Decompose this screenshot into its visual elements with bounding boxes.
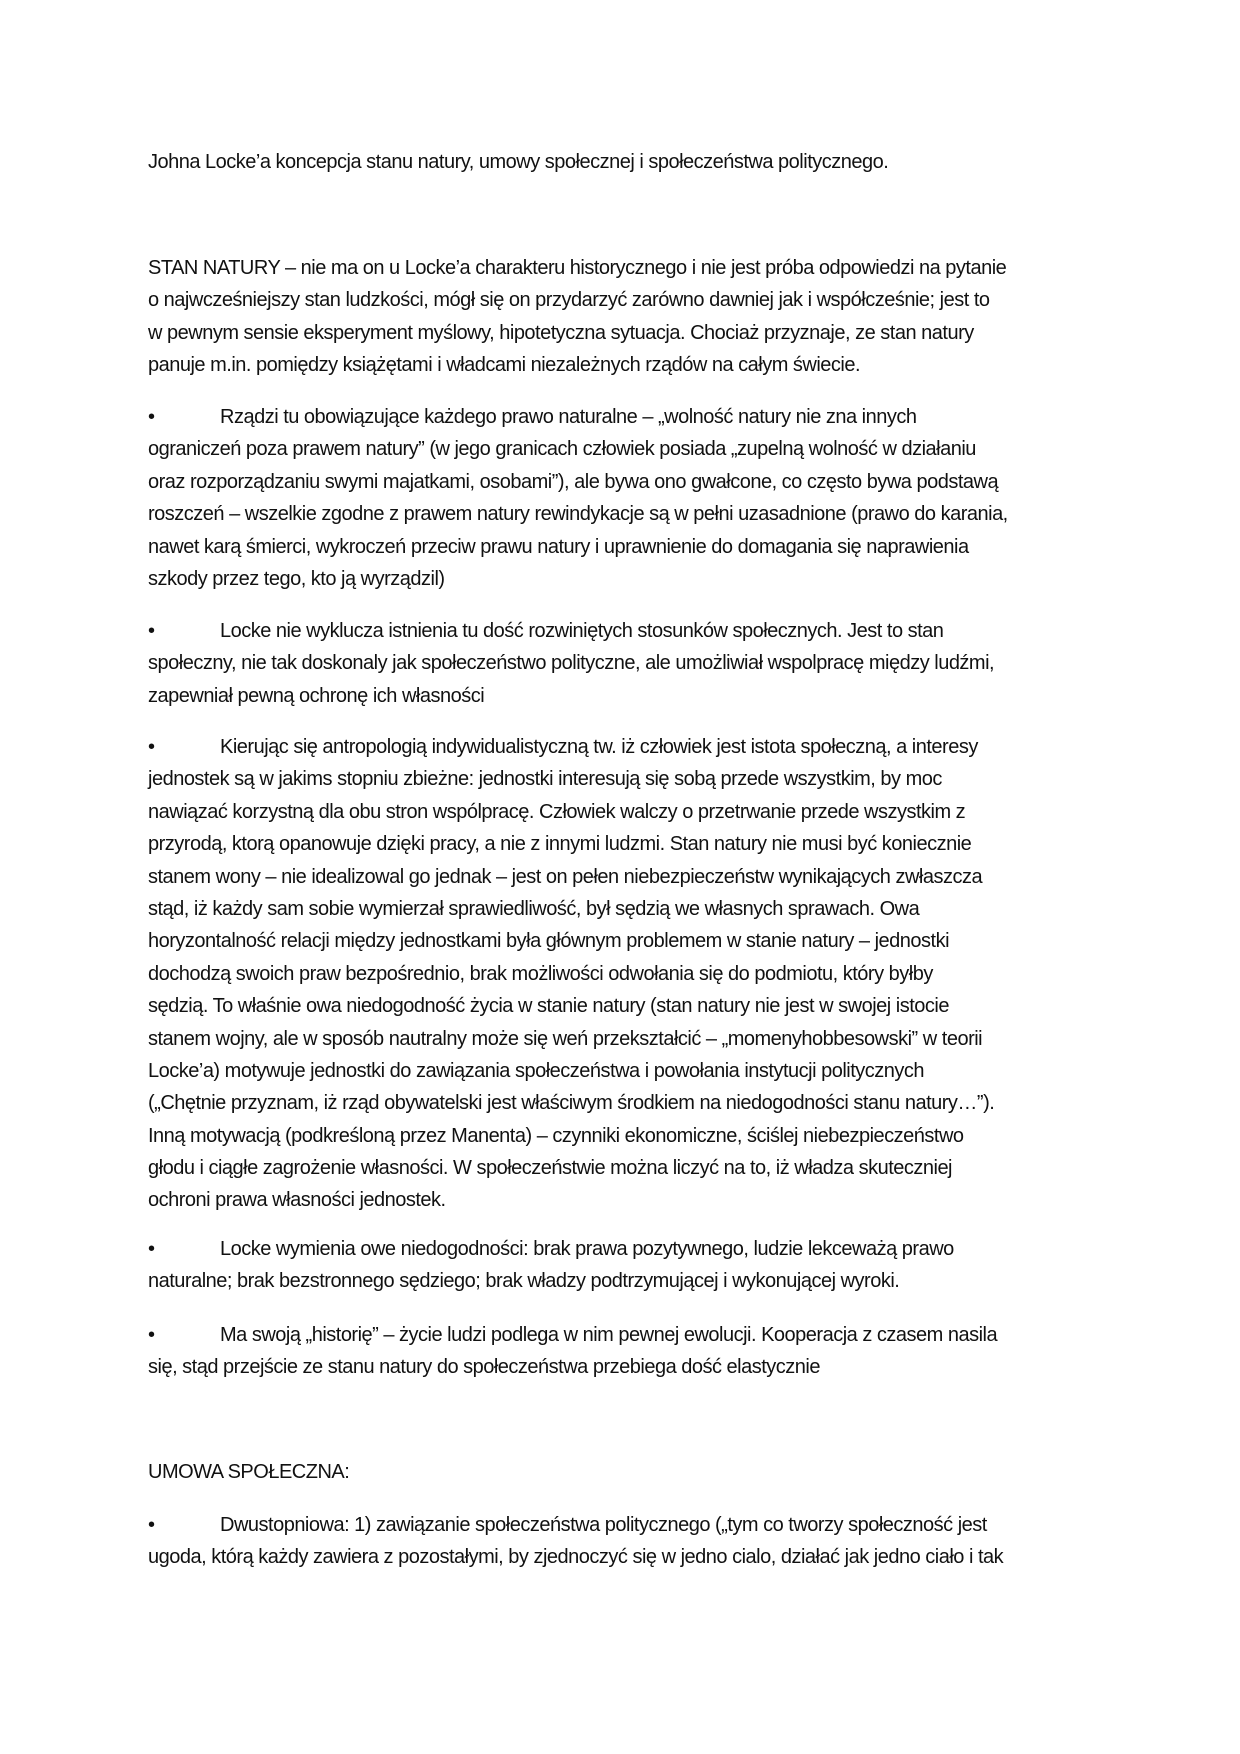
bullet-item	[148, 731, 1108, 1217]
paragraph-line: naturalne; brak bezstronnego sędziego; brak władzy podtrzymującej i wykonującej wyroki.	[148, 1270, 900, 1293]
section-heading: UMOWA SPOŁECZNA:	[148, 1461, 350, 1483]
title-text: Johna Locke’a koncepcja stanu natury, umowy społecznej i społeczeństwa politycznego.	[148, 151, 889, 173]
bullet-icon: •	[148, 1514, 155, 1536]
bullet-text: Locke nie wyklucza istnienia tu dość rozwiniętych stosunków społecznych. Jest to stan	[220, 620, 944, 642]
paragraph-line: przyrodą, ktorą opanowuje dzięki pracy, a nie z innymi ludzmi. Stan natury nie musi być koniecznie	[148, 833, 972, 856]
umowa-heading	[148, 1456, 1108, 1488]
paragraph-line: Inną motywacją (podkreśloną przez Manenta) – czynniki ekonomiczne, ściślej niebezpieczeństwo	[148, 1124, 964, 1147]
paragraph-line: roszczeń – wszelkie zgodne z prawem natury rewindykacje są w pełni uzasadnione (prawo do karania,	[148, 503, 1008, 526]
bullet-item	[148, 1509, 1108, 1574]
paragraph-line	[148, 1319, 1108, 1351]
paragraph-line: panuje m.in. pomiędzy książętami i władcami niezależnych rządów na całym świecie.	[148, 354, 861, 377]
paragraph-line: stanem wony – nie idealizowal go jednak – jest on pełen niebezpieczeństw wynikających zwłaszcza	[148, 865, 983, 888]
paragraph-line: w pewnym sensie eksperyment myślowy, hipotetyczna sytuacja. Chociaż przyznaje, ze stan natury	[148, 321, 974, 344]
bullet-icon: •	[148, 1238, 155, 1260]
paragraph-line: horyzontalność relacji między jednostkami była głównym problemem w stanie natury – jednostki	[148, 930, 950, 953]
paragraph-line: głodu i ciągłe zagrożenie własności. W społeczeństwie można liczyć na to, iż władza skuteczniej	[148, 1157, 953, 1180]
paragraph-line: ochroni prawa własności jednostek.	[148, 1189, 446, 1212]
bullet-text: Ma swoją „historię” – życie ludzi podlega w nim pewnej ewolucji. Kooperacja z czasem nasila	[220, 1324, 998, 1346]
paragraph-line: stanem wojny, ale w sposób nautralny może się weń przekształcić – „momenyhobbesowski” w teorii	[148, 1027, 983, 1050]
paragraph-line	[148, 401, 1108, 433]
bullet-item	[148, 401, 1108, 595]
bullet-text: Locke wymienia owe niedogodności: brak prawa pozytywnego, ludzie lekceważą prawo	[220, 1238, 954, 1260]
paragraph-line: szkody przez tego, kto ją wyrządzil)	[148, 567, 445, 590]
bullet-icon: •	[148, 736, 155, 758]
paragraph-line: oraz rozporządzaniu swymi majatkami, osobami”), ale bywa ono gwałcone, co często bywa podstawą	[148, 470, 999, 493]
bullet-icon: •	[148, 406, 155, 428]
bullet-text: Dwustopniowa: 1) zawiązanie społeczeństwa politycznego („tym co tworzy społeczność jest	[220, 1514, 987, 1536]
paragraph-line: dochodzą swoich praw bezpośrednio, brak możliwości odwołania się do podmiotu, który byłby	[148, 962, 933, 985]
paragraph-line: STAN NATURY – nie ma on u Locke’a charakteru historycznego i nie jest próba odpowiedzi na pytanie	[148, 257, 1007, 279]
paragraph-line	[148, 1233, 1108, 1265]
paragraph-line: Locke’a) motywuje jednostki do zawiązania społeczeństwa i powołania instytucji politycznych	[148, 1059, 925, 1082]
document-title	[148, 146, 1108, 178]
paragraph-line: stąd, iż każdy sam sobie wymierzał sprawiedliwość, był sędzią we własnych sprawach. Owa	[148, 897, 920, 920]
paragraph-line: społeczny, nie tak doskonaly jak społeczeństwo polityczne, ale umożliwiał wspolpracę między ludźmi,	[148, 652, 995, 675]
paragraph-line: zapewniał pewną ochronę ich własności	[148, 684, 485, 707]
paragraph-line	[148, 731, 1108, 763]
paragraph-line: jednostek są w jakims stopniu zbieżne: jednostki interesują się sobą przede wszystkim, by moc	[148, 768, 942, 791]
bullet-text: Kierując się antropologią indywidualistyczną tw. iż człowiek jest istota społeczną, a interesy	[220, 736, 978, 758]
stan-natury-paragraph	[148, 252, 1108, 382]
paragraph-line	[148, 615, 1108, 647]
bullet-icon: •	[148, 620, 155, 642]
paragraph-line: ograniczeń poza prawem natury” (w jego granicach człowiek posiada „zupelną wolność w działaniu	[148, 438, 976, 461]
bullet-text: Rządzi tu obowiązujące każdego prawo naturalne – „wolność natury nie zna innych	[220, 406, 917, 428]
paragraph-line: się, stąd przejście ze stanu natury do społeczeństwa przebiega dość elastycznie	[148, 1356, 820, 1379]
bullet-item	[148, 1319, 1108, 1384]
paragraph-line: o najwcześniejszy stan ludzkości, mógł się on przydarzyć zarówno dawniej jak i współcześnie; jest to	[148, 289, 990, 312]
paragraph-line	[148, 1509, 1108, 1541]
paragraph-line: nawet karą śmierci, wykroczeń przeciw prawu natury i uprawnienie do domagania się naprawienia	[148, 535, 969, 558]
paragraph-line: („Chętnie przyznam, iż rząd obywatelski jest właściwym środkiem na niedogodności stanu natury…”).	[148, 1092, 995, 1115]
bullet-item	[148, 615, 1108, 712]
bullet-icon: •	[148, 1324, 155, 1346]
paragraph-line: ugoda, którą każdy zawiera z pozostałymi, by zjednoczyć się w jedno cialo, działać jak jedno ciało i tak	[148, 1546, 1004, 1569]
paragraph-line: sędzią. To właśnie owa niedogodność życia w stanie natury (stan natury nie jest w swojej istocie	[148, 995, 949, 1018]
bullet-item	[148, 1233, 1108, 1298]
paragraph-line: nawiązać korzystną dla obu stron wspólpracę. Człowiek walczy o przetrwanie przede wszystkim z	[148, 800, 966, 823]
